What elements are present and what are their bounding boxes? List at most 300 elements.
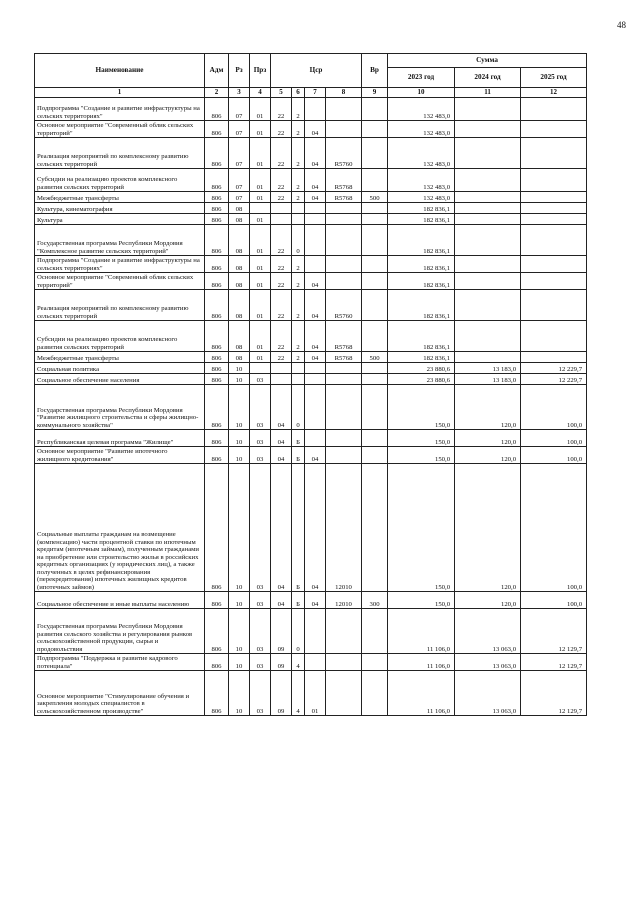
- code-cell: 806: [205, 169, 229, 192]
- code-cell: 2: [292, 192, 305, 203]
- code-cell: 07: [229, 192, 250, 203]
- amount-cell: 23 880,6: [388, 363, 455, 374]
- code-cell: 0: [292, 385, 305, 430]
- code-cell: R5768: [326, 169, 362, 192]
- code-cell: [326, 385, 362, 430]
- code-cell: [326, 447, 362, 464]
- code-cell: 01: [250, 98, 271, 121]
- amount-cell: 132 483,0: [388, 169, 455, 192]
- code-cell: 806: [205, 464, 229, 592]
- code-cell: 806: [205, 290, 229, 321]
- table-row: [35, 464, 587, 592]
- amount-cell: 132 483,0: [388, 98, 455, 121]
- row-name-cell: Подпрограмма "Создание и развитие инфраструктуры на сельских территориях": [35, 256, 205, 273]
- code-cell: [326, 363, 362, 374]
- code-cell: Б: [292, 430, 305, 447]
- code-cell: [326, 609, 362, 654]
- code-cell: 03: [250, 430, 271, 447]
- code-cell: 2: [292, 290, 305, 321]
- index-cell: 9: [362, 88, 388, 98]
- code-cell: 4: [292, 654, 305, 671]
- amount-cell: [455, 256, 521, 273]
- code-cell: 01: [250, 352, 271, 363]
- header-name: Наименование: [35, 54, 205, 88]
- amount-cell: [521, 203, 587, 214]
- code-cell: 22: [271, 290, 292, 321]
- table-row: [35, 385, 587, 430]
- code-cell: [362, 321, 388, 352]
- code-cell: Б: [292, 464, 305, 592]
- amount-cell: [521, 352, 587, 363]
- code-cell: [305, 363, 326, 374]
- code-cell: [305, 385, 326, 430]
- amount-cell: 13 063,0: [455, 671, 521, 716]
- code-cell: [292, 203, 305, 214]
- code-cell: [362, 385, 388, 430]
- code-cell: [292, 363, 305, 374]
- code-cell: 806: [205, 121, 229, 138]
- code-cell: 22: [271, 121, 292, 138]
- row-name-cell: Основное мероприятие "Современный облик сельских территорий": [35, 121, 205, 138]
- code-cell: 04: [305, 447, 326, 464]
- code-cell: 04: [305, 321, 326, 352]
- amount-cell: 150,0: [388, 592, 455, 609]
- code-cell: [305, 256, 326, 273]
- code-cell: 04: [305, 464, 326, 592]
- code-cell: [362, 671, 388, 716]
- amount-cell: [455, 192, 521, 203]
- amount-cell: [455, 352, 521, 363]
- index-cell: 5: [271, 88, 292, 98]
- code-cell: 22: [271, 321, 292, 352]
- code-cell: 07: [229, 121, 250, 138]
- code-cell: 22: [271, 192, 292, 203]
- code-cell: 03: [250, 671, 271, 716]
- amount-cell: [455, 169, 521, 192]
- amount-cell: [455, 121, 521, 138]
- table-row: [35, 98, 587, 121]
- code-cell: [362, 290, 388, 321]
- code-cell: 806: [205, 447, 229, 464]
- code-cell: [362, 98, 388, 121]
- code-cell: 03: [250, 592, 271, 609]
- code-cell: 0: [292, 225, 305, 256]
- code-cell: 01: [250, 321, 271, 352]
- code-cell: [326, 374, 362, 385]
- amount-cell: [455, 290, 521, 321]
- code-cell: [305, 98, 326, 121]
- code-cell: 03: [250, 654, 271, 671]
- code-cell: 01: [250, 121, 271, 138]
- table-row: [35, 138, 587, 169]
- code-cell: [305, 374, 326, 385]
- index-cell: 12: [521, 88, 587, 98]
- code-cell: 806: [205, 138, 229, 169]
- code-cell: 01: [250, 138, 271, 169]
- code-cell: 22: [271, 352, 292, 363]
- table-row: [35, 352, 587, 363]
- row-name-cell: Государственная программа Республики Мордовия "Комплексное развитие сельских территорий": [35, 225, 205, 256]
- code-cell: 07: [229, 169, 250, 192]
- header-rz: Рз: [229, 54, 250, 88]
- row-name-cell: Подпрограмма "Создание и развитие инфраструктуры на сельских территориях": [35, 98, 205, 121]
- table-row: [35, 430, 587, 447]
- table-row: [35, 447, 587, 464]
- amount-cell: 182 836,1: [388, 203, 455, 214]
- amount-cell: 120,0: [455, 464, 521, 592]
- code-cell: 04: [305, 592, 326, 609]
- code-cell: 10: [229, 592, 250, 609]
- amount-cell: [521, 138, 587, 169]
- code-cell: 806: [205, 192, 229, 203]
- budget-table: [34, 53, 587, 716]
- code-cell: 806: [205, 214, 229, 225]
- amount-cell: 12 129,7: [521, 654, 587, 671]
- code-cell: [305, 430, 326, 447]
- amount-cell: 12 129,7: [521, 609, 587, 654]
- code-cell: [362, 214, 388, 225]
- amount-cell: 11 106,0: [388, 654, 455, 671]
- row-name-cell: Реализация мероприятий по комплексному развитию сельских территорий: [35, 138, 205, 169]
- row-name-cell: Межбюджетные трансферты: [35, 192, 205, 203]
- code-cell: 2: [292, 321, 305, 352]
- code-cell: [362, 273, 388, 290]
- code-cell: 01: [250, 290, 271, 321]
- index-cell: 2: [205, 88, 229, 98]
- amount-cell: 100,0: [521, 385, 587, 430]
- code-cell: [362, 447, 388, 464]
- code-cell: 22: [271, 98, 292, 121]
- code-cell: 01: [250, 256, 271, 273]
- code-cell: 07: [229, 98, 250, 121]
- code-cell: [326, 671, 362, 716]
- code-cell: 10: [229, 671, 250, 716]
- row-name-cell: Социальное обеспечение и иные выплаты населению: [35, 592, 205, 609]
- code-cell: [305, 654, 326, 671]
- index-cell: 10: [388, 88, 455, 98]
- amount-cell: 100,0: [521, 430, 587, 447]
- code-cell: 04: [271, 592, 292, 609]
- code-cell: 10: [229, 464, 250, 592]
- row-name-cell: Субсидии на реализацию проектов комплексного развития сельских территорий: [35, 169, 205, 192]
- amount-cell: [521, 290, 587, 321]
- code-cell: 12010: [326, 592, 362, 609]
- code-cell: 2: [292, 138, 305, 169]
- amount-cell: 182 836,1: [388, 256, 455, 273]
- index-cell: 11: [455, 88, 521, 98]
- amount-cell: 100,0: [521, 464, 587, 592]
- code-cell: 2: [292, 256, 305, 273]
- code-cell: 2: [292, 121, 305, 138]
- amount-cell: 182 836,1: [388, 225, 455, 256]
- index-cell: 7: [305, 88, 326, 98]
- code-cell: [362, 654, 388, 671]
- amount-cell: 11 106,0: [388, 671, 455, 716]
- code-cell: [250, 203, 271, 214]
- code-cell: R5768: [326, 321, 362, 352]
- amount-cell: [521, 169, 587, 192]
- table-row: [35, 321, 587, 352]
- table-row: [35, 273, 587, 290]
- code-cell: 04: [305, 121, 326, 138]
- code-cell: 04: [271, 447, 292, 464]
- code-cell: 10: [229, 374, 250, 385]
- amount-cell: 12 229,7: [521, 363, 587, 374]
- code-cell: [271, 214, 292, 225]
- code-cell: 806: [205, 256, 229, 273]
- code-cell: [326, 203, 362, 214]
- row-name-cell: Субсидии на реализацию проектов комплексного развития сельских территорий: [35, 321, 205, 352]
- row-name-cell: Государственная программа Республики Мордовия "Развитие жилищного строительства и сферы жилищно-коммунального хозяйства": [35, 385, 205, 430]
- code-cell: 806: [205, 609, 229, 654]
- code-cell: 10: [229, 654, 250, 671]
- table-row: [35, 121, 587, 138]
- row-name-cell: Культура: [35, 214, 205, 225]
- amount-cell: [455, 98, 521, 121]
- code-cell: 08: [229, 256, 250, 273]
- code-cell: 806: [205, 592, 229, 609]
- code-cell: [362, 374, 388, 385]
- code-cell: 04: [271, 430, 292, 447]
- code-cell: 12010: [326, 464, 362, 592]
- code-cell: [250, 363, 271, 374]
- code-cell: 2: [292, 98, 305, 121]
- code-cell: [305, 225, 326, 256]
- index-cell: 8: [326, 88, 362, 98]
- code-cell: 22: [271, 256, 292, 273]
- code-cell: 04: [305, 138, 326, 169]
- amount-cell: [521, 321, 587, 352]
- amount-cell: [455, 321, 521, 352]
- amount-cell: [521, 214, 587, 225]
- code-cell: [271, 203, 292, 214]
- code-cell: 806: [205, 203, 229, 214]
- code-cell: R5768: [326, 192, 362, 203]
- code-cell: 806: [205, 273, 229, 290]
- amount-cell: 13 183,0: [455, 374, 521, 385]
- code-cell: [362, 363, 388, 374]
- code-cell: [326, 430, 362, 447]
- amount-cell: [455, 273, 521, 290]
- code-cell: 10: [229, 447, 250, 464]
- table-row: [35, 363, 587, 374]
- amount-cell: 182 836,1: [388, 321, 455, 352]
- amount-cell: 120,0: [455, 447, 521, 464]
- amount-cell: 150,0: [388, 447, 455, 464]
- code-cell: 500: [362, 352, 388, 363]
- amount-cell: 12 129,7: [521, 671, 587, 716]
- code-cell: [326, 256, 362, 273]
- amount-cell: 150,0: [388, 464, 455, 592]
- code-cell: 806: [205, 671, 229, 716]
- amount-cell: 182 836,1: [388, 290, 455, 321]
- code-cell: [326, 98, 362, 121]
- code-cell: 01: [250, 214, 271, 225]
- amount-cell: [455, 225, 521, 256]
- code-cell: 09: [271, 654, 292, 671]
- code-cell: [362, 138, 388, 169]
- code-cell: [305, 203, 326, 214]
- amount-cell: [521, 192, 587, 203]
- amount-cell: [521, 273, 587, 290]
- amount-cell: [521, 98, 587, 121]
- code-cell: 04: [305, 290, 326, 321]
- code-cell: 4: [292, 671, 305, 716]
- amount-cell: 132 483,0: [388, 121, 455, 138]
- table-row: [35, 256, 587, 273]
- table-row: [35, 203, 587, 214]
- amount-cell: 150,0: [388, 385, 455, 430]
- code-cell: [362, 464, 388, 592]
- amount-cell: 120,0: [455, 592, 521, 609]
- code-cell: 04: [305, 169, 326, 192]
- code-cell: 08: [229, 203, 250, 214]
- table-row: [35, 592, 587, 609]
- table-row: [35, 654, 587, 671]
- table-row: [35, 169, 587, 192]
- code-cell: 01: [250, 225, 271, 256]
- code-cell: [271, 374, 292, 385]
- row-name-cell: Основное мероприятие "Стимулирование обучения и закрепления молодых специалистов в сельскохозяйственном производстве": [35, 671, 205, 716]
- index-cell: 6: [292, 88, 305, 98]
- code-cell: [292, 214, 305, 225]
- amount-cell: 132 483,0: [388, 192, 455, 203]
- code-cell: 10: [229, 385, 250, 430]
- code-cell: [326, 273, 362, 290]
- amount-cell: 12 229,7: [521, 374, 587, 385]
- code-cell: 300: [362, 592, 388, 609]
- code-cell: [292, 374, 305, 385]
- code-cell: 09: [271, 609, 292, 654]
- code-cell: 22: [271, 138, 292, 169]
- code-cell: [362, 256, 388, 273]
- row-name-cell: Реализация мероприятий по комплексному развитию сельских территорий: [35, 290, 205, 321]
- code-cell: [305, 214, 326, 225]
- amount-cell: 150,0: [388, 430, 455, 447]
- header-vr: Вр: [362, 54, 388, 88]
- table-body: [35, 88, 587, 716]
- code-cell: 07: [229, 138, 250, 169]
- amount-cell: 182 836,1: [388, 352, 455, 363]
- code-cell: 2: [292, 352, 305, 363]
- code-cell: 2: [292, 273, 305, 290]
- code-cell: R5760: [326, 290, 362, 321]
- code-cell: 10: [229, 609, 250, 654]
- code-cell: Б: [292, 592, 305, 609]
- amount-cell: 120,0: [455, 385, 521, 430]
- row-name-cell: Подпрограмма "Поддержка и развитие кадрового потенциала": [35, 654, 205, 671]
- code-cell: R5768: [326, 352, 362, 363]
- row-name-cell: Культура, кинематография: [35, 203, 205, 214]
- amount-cell: 13 183,0: [455, 363, 521, 374]
- code-cell: [362, 430, 388, 447]
- code-cell: 08: [229, 352, 250, 363]
- amount-cell: 132 483,0: [388, 138, 455, 169]
- row-name-cell: Республиканская целевая программа "Жилище": [35, 430, 205, 447]
- code-cell: 03: [250, 609, 271, 654]
- code-cell: [271, 363, 292, 374]
- table-row: [35, 225, 587, 256]
- code-cell: 01: [250, 273, 271, 290]
- row-name-cell: Социальное обеспечение населения: [35, 374, 205, 385]
- code-cell: 08: [229, 321, 250, 352]
- code-cell: 500: [362, 192, 388, 203]
- amount-cell: 182 836,1: [388, 214, 455, 225]
- code-cell: 806: [205, 225, 229, 256]
- amount-cell: 23 880,6: [388, 374, 455, 385]
- code-cell: 04: [305, 273, 326, 290]
- header-2024: 2024 год: [455, 68, 521, 88]
- code-cell: [305, 609, 326, 654]
- code-cell: 01: [250, 192, 271, 203]
- row-name-cell: Основное мероприятие "Развитие ипотечного жилищного кредитования": [35, 447, 205, 464]
- index-cell: 4: [250, 88, 271, 98]
- code-cell: 01: [305, 671, 326, 716]
- page-number: 48: [617, 20, 626, 30]
- table-row: [35, 214, 587, 225]
- code-cell: 0: [292, 609, 305, 654]
- index-cell: 1: [35, 88, 205, 98]
- amount-cell: [455, 203, 521, 214]
- row-name-cell: Социальные выплаты гражданам на возмещение (компенсацию) части процентной ставки по ипотечным кредитам (ипотечным займам), полученным гражданами на приобретение или строительство жилья в российских кредитных организациях (у юридических лиц), а также полученных в целях рефинансирования (перекредитования) ипотечных жилищных кредитов (ипотечных займов): [35, 464, 205, 592]
- code-cell: 03: [250, 385, 271, 430]
- code-cell: 22: [271, 273, 292, 290]
- code-cell: 03: [250, 374, 271, 385]
- header-adm: Адм: [205, 54, 229, 88]
- header-2023: 2023 год: [388, 68, 455, 88]
- column-index-row: [35, 88, 587, 98]
- code-cell: 22: [271, 169, 292, 192]
- row-name-cell: Межбюджетные трансферты: [35, 352, 205, 363]
- header-tsr: Цср: [271, 54, 362, 88]
- code-cell: 22: [271, 225, 292, 256]
- amount-cell: 100,0: [521, 592, 587, 609]
- code-cell: 806: [205, 321, 229, 352]
- code-cell: 04: [305, 192, 326, 203]
- code-cell: [362, 121, 388, 138]
- code-cell: Б: [292, 447, 305, 464]
- amount-cell: [521, 225, 587, 256]
- amount-cell: 13 063,0: [455, 654, 521, 671]
- amount-cell: [455, 138, 521, 169]
- amount-cell: 11 106,0: [388, 609, 455, 654]
- amount-cell: [455, 214, 521, 225]
- amount-cell: 13 063,0: [455, 609, 521, 654]
- code-cell: 2: [292, 169, 305, 192]
- table-row: [35, 671, 587, 716]
- code-cell: 08: [229, 225, 250, 256]
- table-row: [35, 192, 587, 203]
- code-cell: 08: [229, 214, 250, 225]
- code-cell: [362, 225, 388, 256]
- code-cell: [362, 203, 388, 214]
- code-cell: 806: [205, 374, 229, 385]
- row-name-cell: Государственная программа Республики Мордовия развития сельского хозяйства и регулирования рынков сельскохозяйственной продукции, сырья и продовольствия: [35, 609, 205, 654]
- code-cell: 01: [250, 169, 271, 192]
- code-cell: 806: [205, 363, 229, 374]
- header-sum: Сумма: [388, 54, 587, 68]
- code-cell: 08: [229, 290, 250, 321]
- code-cell: 09: [271, 671, 292, 716]
- code-cell: [326, 121, 362, 138]
- code-cell: [326, 225, 362, 256]
- code-cell: 806: [205, 352, 229, 363]
- code-cell: [326, 214, 362, 225]
- row-name-cell: Социальная политика: [35, 363, 205, 374]
- code-cell: R5760: [326, 138, 362, 169]
- code-cell: 08: [229, 273, 250, 290]
- table-row: [35, 374, 587, 385]
